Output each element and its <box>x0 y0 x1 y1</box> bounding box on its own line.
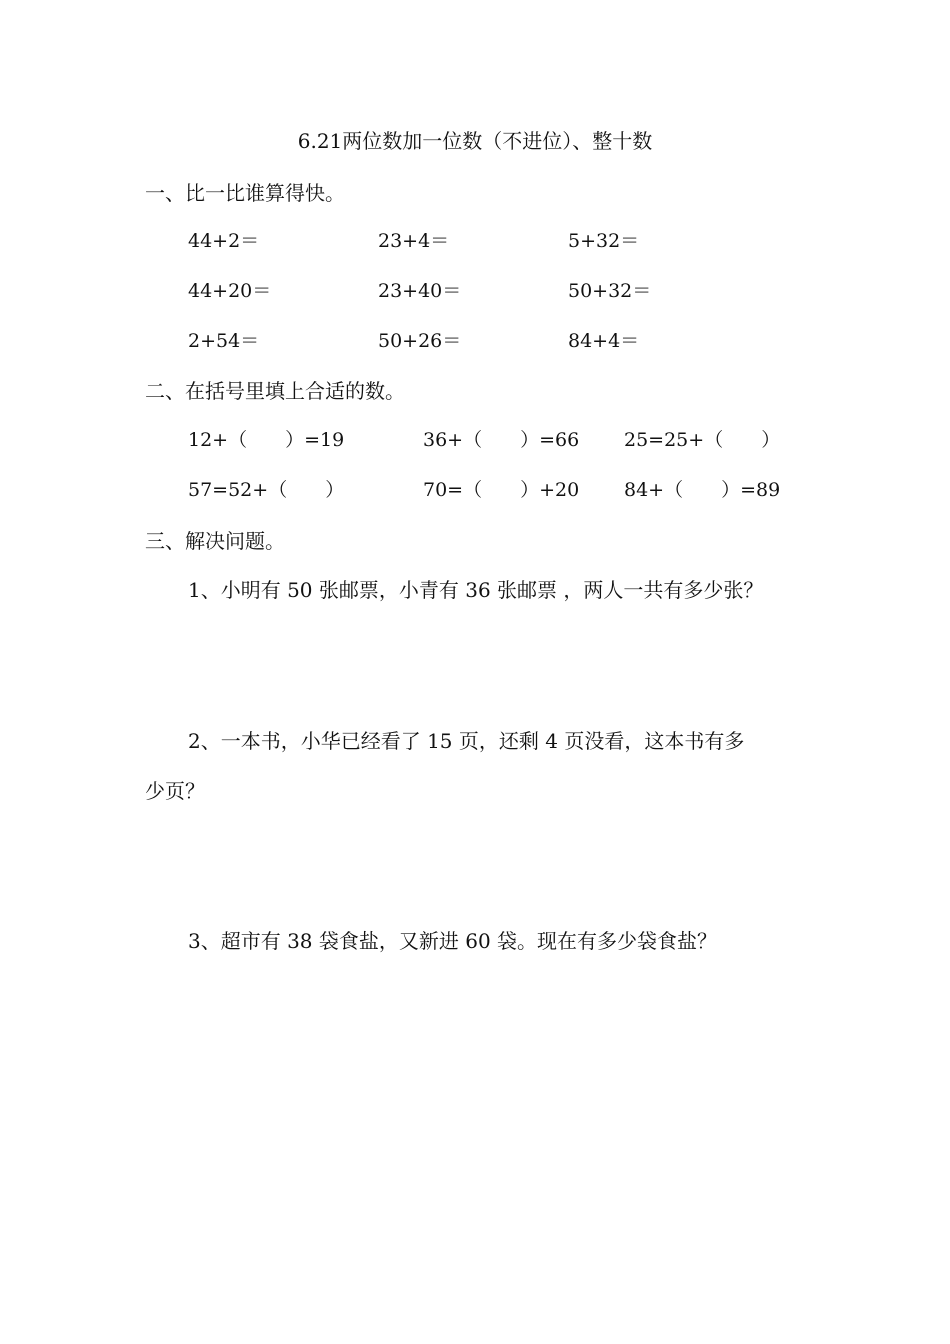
page-title: 6.21两位数加一位数（不进位）、整十数 <box>297 129 653 153</box>
calc-item: 2+54＝ <box>188 330 260 352</box>
fill-blank-item: 25=25+（ ） <box>624 429 781 451</box>
calc-item: 44+2＝ <box>188 230 260 252</box>
section-2-heading: 二、在括号里填上合适的数。 <box>145 379 405 403</box>
fill-blank-item: 57=52+（ ） <box>188 479 345 501</box>
section-3-heading: 三、解决问题。 <box>145 529 285 553</box>
word-problem-3: 3、超市有 38 袋食盐，又新进 60 袋。现在有多少袋食盐？ <box>188 929 718 953</box>
fill-blank-item: 84+（ ）=89 <box>624 479 781 501</box>
calc-item: 5+32＝ <box>568 230 640 252</box>
calc-item: 50+32＝ <box>568 280 652 302</box>
calc-item: 23+4＝ <box>378 230 450 252</box>
word-problem-2-continued: 少页？ <box>145 779 205 803</box>
fill-blank-item: 70=（ ）+20 <box>423 479 580 501</box>
section-1-heading: 一、比一比谁算得快。 <box>145 181 345 205</box>
word-problem-2: 2、一本书，小华已经看了 15 页，还剩 4 页没看，这本书有多 <box>188 729 745 753</box>
calc-item: 44+20＝ <box>188 280 272 302</box>
calc-item: 23+40＝ <box>378 280 462 302</box>
calc-item: 50+26＝ <box>378 330 462 352</box>
fill-blank-item: 36+（ ）=66 <box>423 429 580 451</box>
fill-blank-item: 12+（ ）=19 <box>188 429 345 451</box>
calc-item: 84+4＝ <box>568 330 640 352</box>
word-problem-1: 1、小明有 50 张邮票，小青有 36 张邮票 ，两人一共有多少张？ <box>188 578 764 602</box>
